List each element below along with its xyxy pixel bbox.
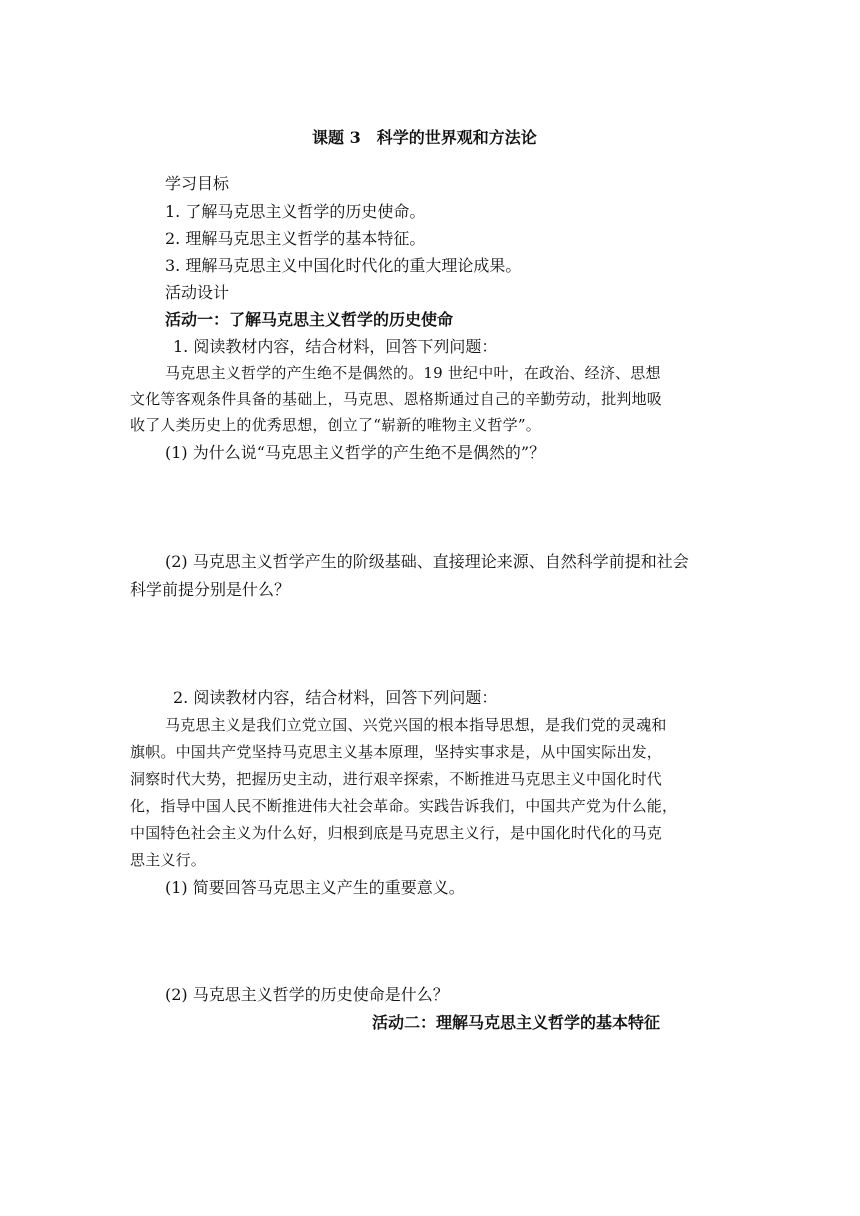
activity1-heading: 活动一：了解马克思主义哲学的历史使命: [165, 310, 454, 329]
activity1-part1-instruction: 1. 阅读教材内容，结合材料，回答下列问题：: [173, 337, 498, 356]
objective-item: 3. 理解马克思主义中国化时代化的重大理论成果。: [165, 256, 522, 275]
question: (2) 马克思主义哲学的历史使命是什么？: [165, 985, 449, 1004]
material-line: 文化等客观条件具备的基础上，马克思、恩格斯通过自己的辛勤劳动，批判地吸: [130, 390, 663, 408]
question: (1) 简要回答马克思主义产生的重要意义。: [165, 878, 465, 897]
material-line: 中国特色社会主义为什么好，归根到底是马克思主义行，是中国化时代化的马克: [130, 824, 663, 842]
objective-item: 1. 了解马克思主义哲学的历史使命。: [165, 202, 426, 221]
question: (2) 马克思主义哲学产生的阶级基础、直接理论来源、自然科学前提和社会: [165, 552, 689, 571]
material-line: 马克思主义是我们立党立国、兴党兴国的根本指导思想，是我们党的灵魂和: [165, 716, 667, 734]
objective-item: 2. 理解马克思主义哲学的基本特征。: [165, 229, 426, 248]
question: (1) 为什么说“马克思主义哲学的产生绝不是偶然的”？: [165, 443, 546, 462]
material-line: 化，指导中国人民不断推进伟大社会革命。实践告诉我们，中国共产党为什么能，: [130, 797, 678, 815]
material-line: 洞察时代大势，把握历史主动，进行艰辛探索，不断推进马克思主义中国化时代: [130, 770, 663, 788]
material-line: 收了人类历史上的优秀思想，创立了“崭新的唯物主义哲学”。: [130, 416, 541, 434]
question-continuation: 科学前提分别是什么？: [130, 580, 291, 599]
activity2-heading: 活动二：理解马克思主义哲学的基本特征: [372, 1013, 661, 1032]
design-heading: 活动设计: [165, 283, 230, 302]
material-line: 思主义行。: [130, 851, 207, 869]
material-line: 马克思主义哲学的产生绝不是偶然的。19 世纪中叶，在政治、经济、思想: [165, 364, 661, 382]
material-line: 旗帜。中国共产党坚持马克思主义基本原理，坚持实事求是，从中国实际出发，: [130, 743, 663, 761]
objectives-heading: 学习目标: [165, 174, 230, 193]
activity1-part2-instruction: 2. 阅读教材内容，结合材料，回答下列问题：: [173, 688, 498, 707]
page-title: 课题 3 科学的世界观和方法论: [312, 128, 537, 147]
